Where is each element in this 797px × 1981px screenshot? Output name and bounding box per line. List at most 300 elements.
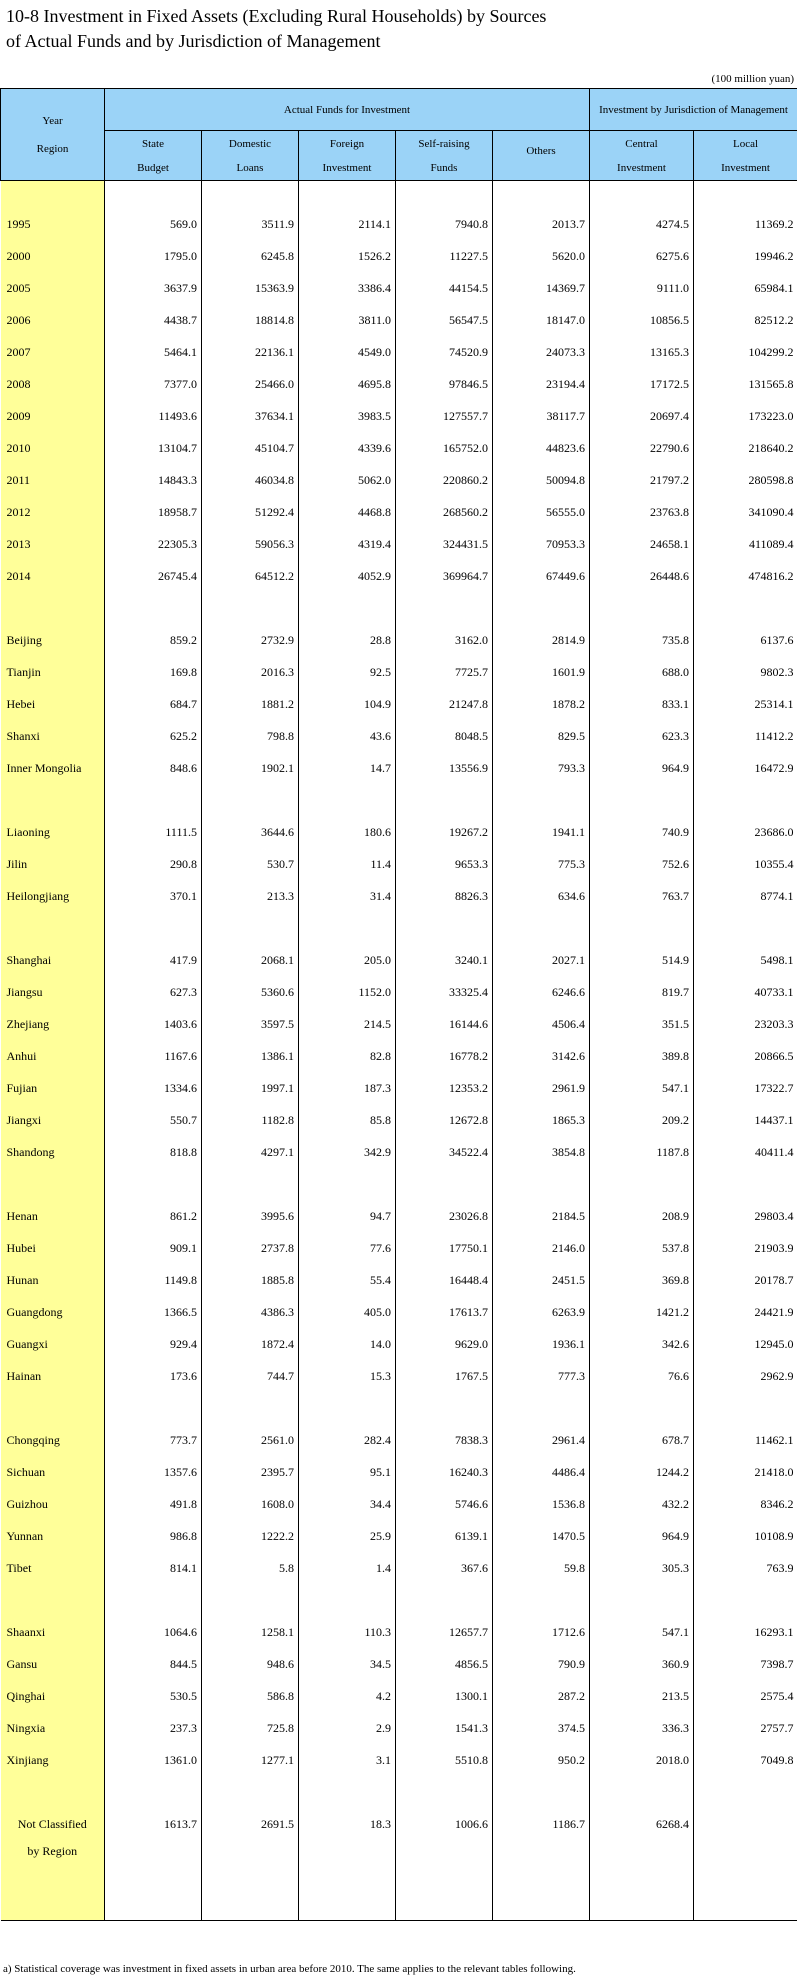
table-row: [1, 304, 797, 336]
table-cell: 861.2: [105, 1200, 202, 1232]
table-cell: 5746.6: [396, 1488, 493, 1520]
spacer-cell: [590, 1872, 694, 1921]
table-cell: 369.8: [590, 1264, 694, 1296]
spacer-cell: [396, 1168, 493, 1200]
table-cell: 389.8: [590, 1040, 694, 1072]
table-cell: 82.8: [299, 1040, 396, 1072]
column-header-line-1: Domestic: [228, 137, 272, 150]
table-cell: 16144.6: [396, 1008, 493, 1040]
column-header-line-1: Others: [526, 144, 556, 157]
table-cell: 1997.1: [202, 1072, 299, 1104]
column-header-line-2: Budget: [137, 161, 169, 174]
column-header: [590, 131, 694, 181]
table-cell: 65984.1: [694, 272, 797, 304]
spacer-cell: [694, 1168, 797, 1200]
spacer-cell: [202, 1168, 299, 1200]
row-label: Anhui: [1, 1040, 105, 1072]
spacer-cell: [396, 1584, 493, 1616]
table-cell: 33325.4: [396, 976, 493, 1008]
spacer-cell: [493, 1776, 590, 1808]
table-cell: 10856.5: [590, 304, 694, 336]
spacer-cell: [396, 784, 493, 816]
table-cell: 40733.1: [694, 976, 797, 1008]
table-cell: 3637.9: [105, 272, 202, 304]
table-row: [1, 944, 797, 976]
table-cell: 1277.1: [202, 1744, 299, 1776]
table-cell: 34.5: [299, 1648, 396, 1680]
table-cell: 1152.0: [299, 976, 396, 1008]
table-cell: 4486.4: [493, 1456, 590, 1488]
table-cell: 1111.5: [105, 816, 202, 848]
spacer-cell: [299, 1872, 396, 1921]
table-cell: 20866.5: [694, 1040, 797, 1072]
table-cell: 6139.1: [396, 1520, 493, 1552]
table-cell: 964.9: [590, 752, 694, 784]
table-cell: 5510.8: [396, 1744, 493, 1776]
table-cell: 773.7: [105, 1424, 202, 1456]
table-cell: 474816.2: [694, 560, 797, 592]
table-cell: 547.1: [590, 1616, 694, 1648]
row-label: Zhejiang: [1, 1008, 105, 1040]
table-cell: 1403.6: [105, 1008, 202, 1040]
table-cell: 9802.3: [694, 656, 797, 688]
spacer-cell: [299, 784, 396, 816]
spacer-cell: [590, 1392, 694, 1424]
table-cell: 12672.8: [396, 1104, 493, 1136]
table-cell: 11369.2: [694, 208, 797, 240]
row-label: Gansu: [1, 1648, 105, 1680]
table-cell: 859.2: [105, 624, 202, 656]
table-cell: 20697.4: [590, 400, 694, 432]
table-cell: 5620.0: [493, 240, 590, 272]
table-cell: 44823.6: [493, 432, 590, 464]
row-label: Hebei: [1, 688, 105, 720]
table-cell: 82512.2: [694, 304, 797, 336]
table-cell: 8826.3: [396, 880, 493, 912]
row-label: Tianjin: [1, 656, 105, 688]
spacer-cell: [1, 592, 105, 624]
table-cell: 64512.2: [202, 560, 299, 592]
table-cell: 44154.5: [396, 272, 493, 304]
table-cell: 1386.1: [202, 1040, 299, 1072]
column-header-line-1: Self-raising: [418, 137, 470, 150]
table-row: [1, 1648, 797, 1680]
table-row: [1, 272, 797, 304]
table-cell: 2.9: [299, 1712, 396, 1744]
table-row: [1, 688, 797, 720]
table-cell: 77.6: [299, 1232, 396, 1264]
table-cell: 550.7: [105, 1104, 202, 1136]
row-label: Guizhou: [1, 1488, 105, 1520]
row-label: Tibet: [1, 1552, 105, 1584]
table-cell: 491.8: [105, 1488, 202, 1520]
table-cell: 76.6: [590, 1360, 694, 1392]
spacer-cell: [590, 912, 694, 944]
spacer-cell: [694, 1776, 797, 1808]
row-label: 2000: [1, 240, 105, 272]
spacer-cell: [299, 1584, 396, 1616]
table-cell: 6246.6: [493, 976, 590, 1008]
table-row: [1, 1072, 797, 1104]
row-label: 2006: [1, 304, 105, 336]
table-cell: 51292.4: [202, 496, 299, 528]
table-cell: 844.5: [105, 1648, 202, 1680]
table-row: [1, 1712, 797, 1744]
spacer-cell: [105, 784, 202, 816]
table-cell: 1865.3: [493, 1104, 590, 1136]
spacer-cell: [396, 1872, 493, 1921]
spacer-cell: [694, 1872, 797, 1921]
spacer-cell: [1, 1584, 105, 1616]
table-cell: 9653.3: [396, 848, 493, 880]
column-header: [299, 131, 396, 181]
table-cell: 2146.0: [493, 1232, 590, 1264]
spacer-cell: [1, 1872, 105, 1921]
table-cell: 1167.6: [105, 1040, 202, 1072]
table-cell: 725.8: [202, 1712, 299, 1744]
table-cell: 127557.7: [396, 400, 493, 432]
table-row: [1, 1200, 797, 1232]
spacer-cell: [299, 1168, 396, 1200]
table-row: [1, 1520, 797, 1552]
table-cell: 5464.1: [105, 336, 202, 368]
spacer-cell: [590, 1168, 694, 1200]
table-cell: 22790.6: [590, 432, 694, 464]
table-cell: 3240.1: [396, 944, 493, 976]
table-cell: 24658.1: [590, 528, 694, 560]
table-cell: 367.6: [396, 1552, 493, 1584]
spacer-cell: [299, 1776, 396, 1808]
row-label: Liaoning: [1, 816, 105, 848]
spacer-cell: [493, 912, 590, 944]
spacer-cell: [105, 592, 202, 624]
table-cell: 4506.4: [493, 1008, 590, 1040]
table-row: [1, 1488, 797, 1520]
table-cell: 740.9: [590, 816, 694, 848]
table-row: [1, 1744, 797, 1776]
table-cell: 9629.0: [396, 1328, 493, 1360]
table-cell: 1064.6: [105, 1616, 202, 1648]
table-cell: 4549.0: [299, 336, 396, 368]
table-row: [1, 976, 797, 1008]
spacer-cell: [105, 1840, 202, 1872]
row-label: Yunnan: [1, 1520, 105, 1552]
table-cell: 59056.3: [202, 528, 299, 560]
table-cell: 25466.0: [202, 368, 299, 400]
table-cell: 12353.2: [396, 1072, 493, 1104]
table-cell: 92.5: [299, 656, 396, 688]
spacer-cell: [105, 1872, 202, 1921]
table-cell: 342.9: [299, 1136, 396, 1168]
table-cell: 3644.6: [202, 816, 299, 848]
table-cell: 1334.6: [105, 1072, 202, 1104]
table-cell: 514.9: [590, 944, 694, 976]
table-cell: 16448.4: [396, 1264, 493, 1296]
table-row: [1, 720, 797, 752]
table-cell: 14.0: [299, 1328, 396, 1360]
table-cell: 16778.2: [396, 1040, 493, 1072]
spacer-cell: [694, 784, 797, 816]
table-cell: 324431.5: [396, 528, 493, 560]
spacer-cell: [202, 912, 299, 944]
table-row: [1, 1616, 797, 1648]
row-label: Hainan: [1, 1360, 105, 1392]
table-cell: 8048.5: [396, 720, 493, 752]
table-cell: 46034.8: [202, 464, 299, 496]
row-label: Shanghai: [1, 944, 105, 976]
spacer-cell: [1, 181, 105, 209]
table-cell: 752.6: [590, 848, 694, 880]
table-row: [1, 208, 797, 240]
table-cell: 26448.6: [590, 560, 694, 592]
row-label: 2014: [1, 560, 105, 592]
table-cell: 23763.8: [590, 496, 694, 528]
table-cell: 1902.1: [202, 752, 299, 784]
table-cell: 1608.0: [202, 1488, 299, 1520]
table-cell: 1878.2: [493, 688, 590, 720]
row-label: Jilin: [1, 848, 105, 880]
table-cell: 205.0: [299, 944, 396, 976]
column-header: [694, 131, 797, 181]
table-cell: 5062.0: [299, 464, 396, 496]
table-cell: 948.6: [202, 1648, 299, 1680]
spacer-cell: [202, 181, 299, 209]
table-cell: 763.9: [694, 1552, 797, 1584]
table-cell: 12945.0: [694, 1328, 797, 1360]
table-cell: 530.7: [202, 848, 299, 880]
table-cell: 22136.1: [202, 336, 299, 368]
table-cell: 13556.9: [396, 752, 493, 784]
table-row: [1, 1680, 797, 1712]
table-cell: 4297.1: [202, 1136, 299, 1168]
table-cell: 1149.8: [105, 1264, 202, 1296]
table-cell: 17750.1: [396, 1232, 493, 1264]
table-cell: 6268.4: [590, 1808, 694, 1840]
spacer-cell: [105, 1168, 202, 1200]
table-cell: 829.5: [493, 720, 590, 752]
table-cell: 6263.9: [493, 1296, 590, 1328]
row-label: Guangdong: [1, 1296, 105, 1328]
table-cell: 369964.7: [396, 560, 493, 592]
table-row: [1, 1264, 797, 1296]
spacer-cell: [202, 1872, 299, 1921]
row-label: Shaanxi: [1, 1616, 105, 1648]
table-cell: 21418.0: [694, 1456, 797, 1488]
table-row: [1, 240, 797, 272]
table-title: [6, 4, 546, 54]
row-label: 2008: [1, 368, 105, 400]
spacer-cell: [590, 1776, 694, 1808]
spacer-cell: [396, 912, 493, 944]
table-cell: 37634.1: [202, 400, 299, 432]
spacer-cell: [105, 181, 202, 209]
spacer-cell: [694, 181, 797, 209]
table-cell: 2184.5: [493, 1200, 590, 1232]
column-header: [396, 131, 493, 181]
table-cell: 2737.8: [202, 1232, 299, 1264]
table-cell: 70953.3: [493, 528, 590, 560]
spacer-cell: [396, 1776, 493, 1808]
spacer-cell: [202, 1392, 299, 1424]
table-cell: 351.5: [590, 1008, 694, 1040]
row-label: 2005: [1, 272, 105, 304]
header-region: Region: [36, 142, 69, 155]
row-label: Shanxi: [1, 720, 105, 752]
table-cell: 180.6: [299, 816, 396, 848]
table-cell: 1244.2: [590, 1456, 694, 1488]
table-cell: 45104.7: [202, 432, 299, 464]
table-cell: 1421.2: [590, 1296, 694, 1328]
table-cell: 547.1: [590, 1072, 694, 1104]
spacer-cell: [493, 181, 590, 209]
table-row: [1, 560, 797, 592]
column-header-line-2: Investment: [721, 161, 770, 174]
table-cell: 25.9: [299, 1520, 396, 1552]
spacer-cell: [694, 592, 797, 624]
table-cell: 7377.0: [105, 368, 202, 400]
spacer-cell: [299, 1392, 396, 1424]
table-cell: 218640.2: [694, 432, 797, 464]
table-row: [1, 528, 797, 560]
table-row: [1, 368, 797, 400]
row-label: 2012: [1, 496, 105, 528]
table-cell: 2114.1: [299, 208, 396, 240]
table-cell: 21797.2: [590, 464, 694, 496]
table-cell: 237.3: [105, 1712, 202, 1744]
spacer-cell: [493, 784, 590, 816]
column-header: [202, 131, 299, 181]
row-label: Sichuan: [1, 1456, 105, 1488]
table-cell: 25314.1: [694, 688, 797, 720]
table-cell: 777.3: [493, 1360, 590, 1392]
spacer-cell: [299, 912, 396, 944]
header-year-region: [1, 89, 105, 181]
spacer-cell: [694, 912, 797, 944]
table-cell: 4319.4: [299, 528, 396, 560]
table-row: [1, 816, 797, 848]
table-cell: 341090.4: [694, 496, 797, 528]
spacer-cell: [694, 1392, 797, 1424]
table-cell: 15363.9: [202, 272, 299, 304]
table-cell: 7940.8: [396, 208, 493, 240]
table-cell: 3811.0: [299, 304, 396, 336]
spacer-cell: [396, 592, 493, 624]
table-cell: 1712.6: [493, 1616, 590, 1648]
table-cell: 18.3: [299, 1808, 396, 1840]
table-cell: 2395.7: [202, 1456, 299, 1488]
table-cell: 798.8: [202, 720, 299, 752]
row-label: 1995: [1, 208, 105, 240]
table-cell: 950.2: [493, 1744, 590, 1776]
table-cell: 1526.2: [299, 240, 396, 272]
table-cell: 4052.9: [299, 560, 396, 592]
table-cell: 432.2: [590, 1488, 694, 1520]
table-cell: 2575.4: [694, 1680, 797, 1712]
table-cell: 14843.3: [105, 464, 202, 496]
row-label: 2009: [1, 400, 105, 432]
table-cell: 18147.0: [493, 304, 590, 336]
title-line-2: of Actual Funds and by Jurisdiction of Management: [6, 31, 381, 51]
table-cell: 56555.0: [493, 496, 590, 528]
spacer-cell: [105, 1776, 202, 1808]
table-cell: 2561.0: [202, 1424, 299, 1456]
table-cell: 67449.6: [493, 560, 590, 592]
spacer-cell: [493, 1872, 590, 1921]
row-label-line-1: Not Classified: [17, 1817, 87, 1831]
table-cell: 2757.7: [694, 1712, 797, 1744]
table-cell: 2451.5: [493, 1264, 590, 1296]
row-label-line-2: by Region: [27, 1844, 78, 1858]
table-cell: 13165.3: [590, 336, 694, 368]
table-cell: 12657.7: [396, 1616, 493, 1648]
table-cell: 2732.9: [202, 624, 299, 656]
table-cell: 833.1: [590, 688, 694, 720]
table-cell: 5360.6: [202, 976, 299, 1008]
spacer-cell: [396, 1392, 493, 1424]
spacer-cell: [105, 1584, 202, 1616]
table-cell: 688.0: [590, 656, 694, 688]
table-cell: 104299.2: [694, 336, 797, 368]
table-cell: 55.4: [299, 1264, 396, 1296]
table-cell: 370.1: [105, 880, 202, 912]
table-cell: 5498.1: [694, 944, 797, 976]
table-row: [1, 1040, 797, 1072]
row-label: Jiangxi: [1, 1104, 105, 1136]
table-cell: 3142.6: [493, 1040, 590, 1072]
table-cell: 818.8: [105, 1136, 202, 1168]
table-cell: 94.7: [299, 1200, 396, 1232]
row-label: 2011: [1, 464, 105, 496]
table-cell: 909.1: [105, 1232, 202, 1264]
column-header: [493, 131, 590, 181]
table-cell: 10355.4: [694, 848, 797, 880]
table-cell: 16240.3: [396, 1456, 493, 1488]
spacer-cell: [1, 912, 105, 944]
spacer-cell: [1, 1392, 105, 1424]
table-cell: 2814.9: [493, 624, 590, 656]
table-cell: 213.5: [590, 1680, 694, 1712]
table-cell: 43.6: [299, 720, 396, 752]
table-cell: 11227.5: [396, 240, 493, 272]
table-cell: 59.8: [493, 1552, 590, 1584]
table-cell: 790.9: [493, 1648, 590, 1680]
spacer-cell: [590, 784, 694, 816]
table-cell: 1872.4: [202, 1328, 299, 1360]
spacer-cell: [202, 1776, 299, 1808]
row-label: Jiangsu: [1, 976, 105, 1008]
table-cell: 5.8: [202, 1552, 299, 1584]
spacer-cell: [493, 592, 590, 624]
table-row: [1, 1424, 797, 1456]
table-cell: 1613.7: [105, 1808, 202, 1840]
table-cell: 1361.0: [105, 1744, 202, 1776]
table-cell: 417.9: [105, 944, 202, 976]
spacer-cell: [493, 1584, 590, 1616]
table-cell: 74520.9: [396, 336, 493, 368]
spacer-cell: [694, 1584, 797, 1616]
table-cell: 26745.4: [105, 560, 202, 592]
table-cell: 104.9: [299, 688, 396, 720]
table-cell: 6245.8: [202, 240, 299, 272]
table-cell: 280598.8: [694, 464, 797, 496]
unit-label: (100 million yuan): [711, 73, 794, 85]
row-label: Xinjiang: [1, 1744, 105, 1776]
table-cell: 13104.7: [105, 432, 202, 464]
table-cell: 1300.1: [396, 1680, 493, 1712]
spacer-cell: [202, 1840, 299, 1872]
table-cell: 2961.9: [493, 1072, 590, 1104]
table-cell: 24421.9: [694, 1296, 797, 1328]
